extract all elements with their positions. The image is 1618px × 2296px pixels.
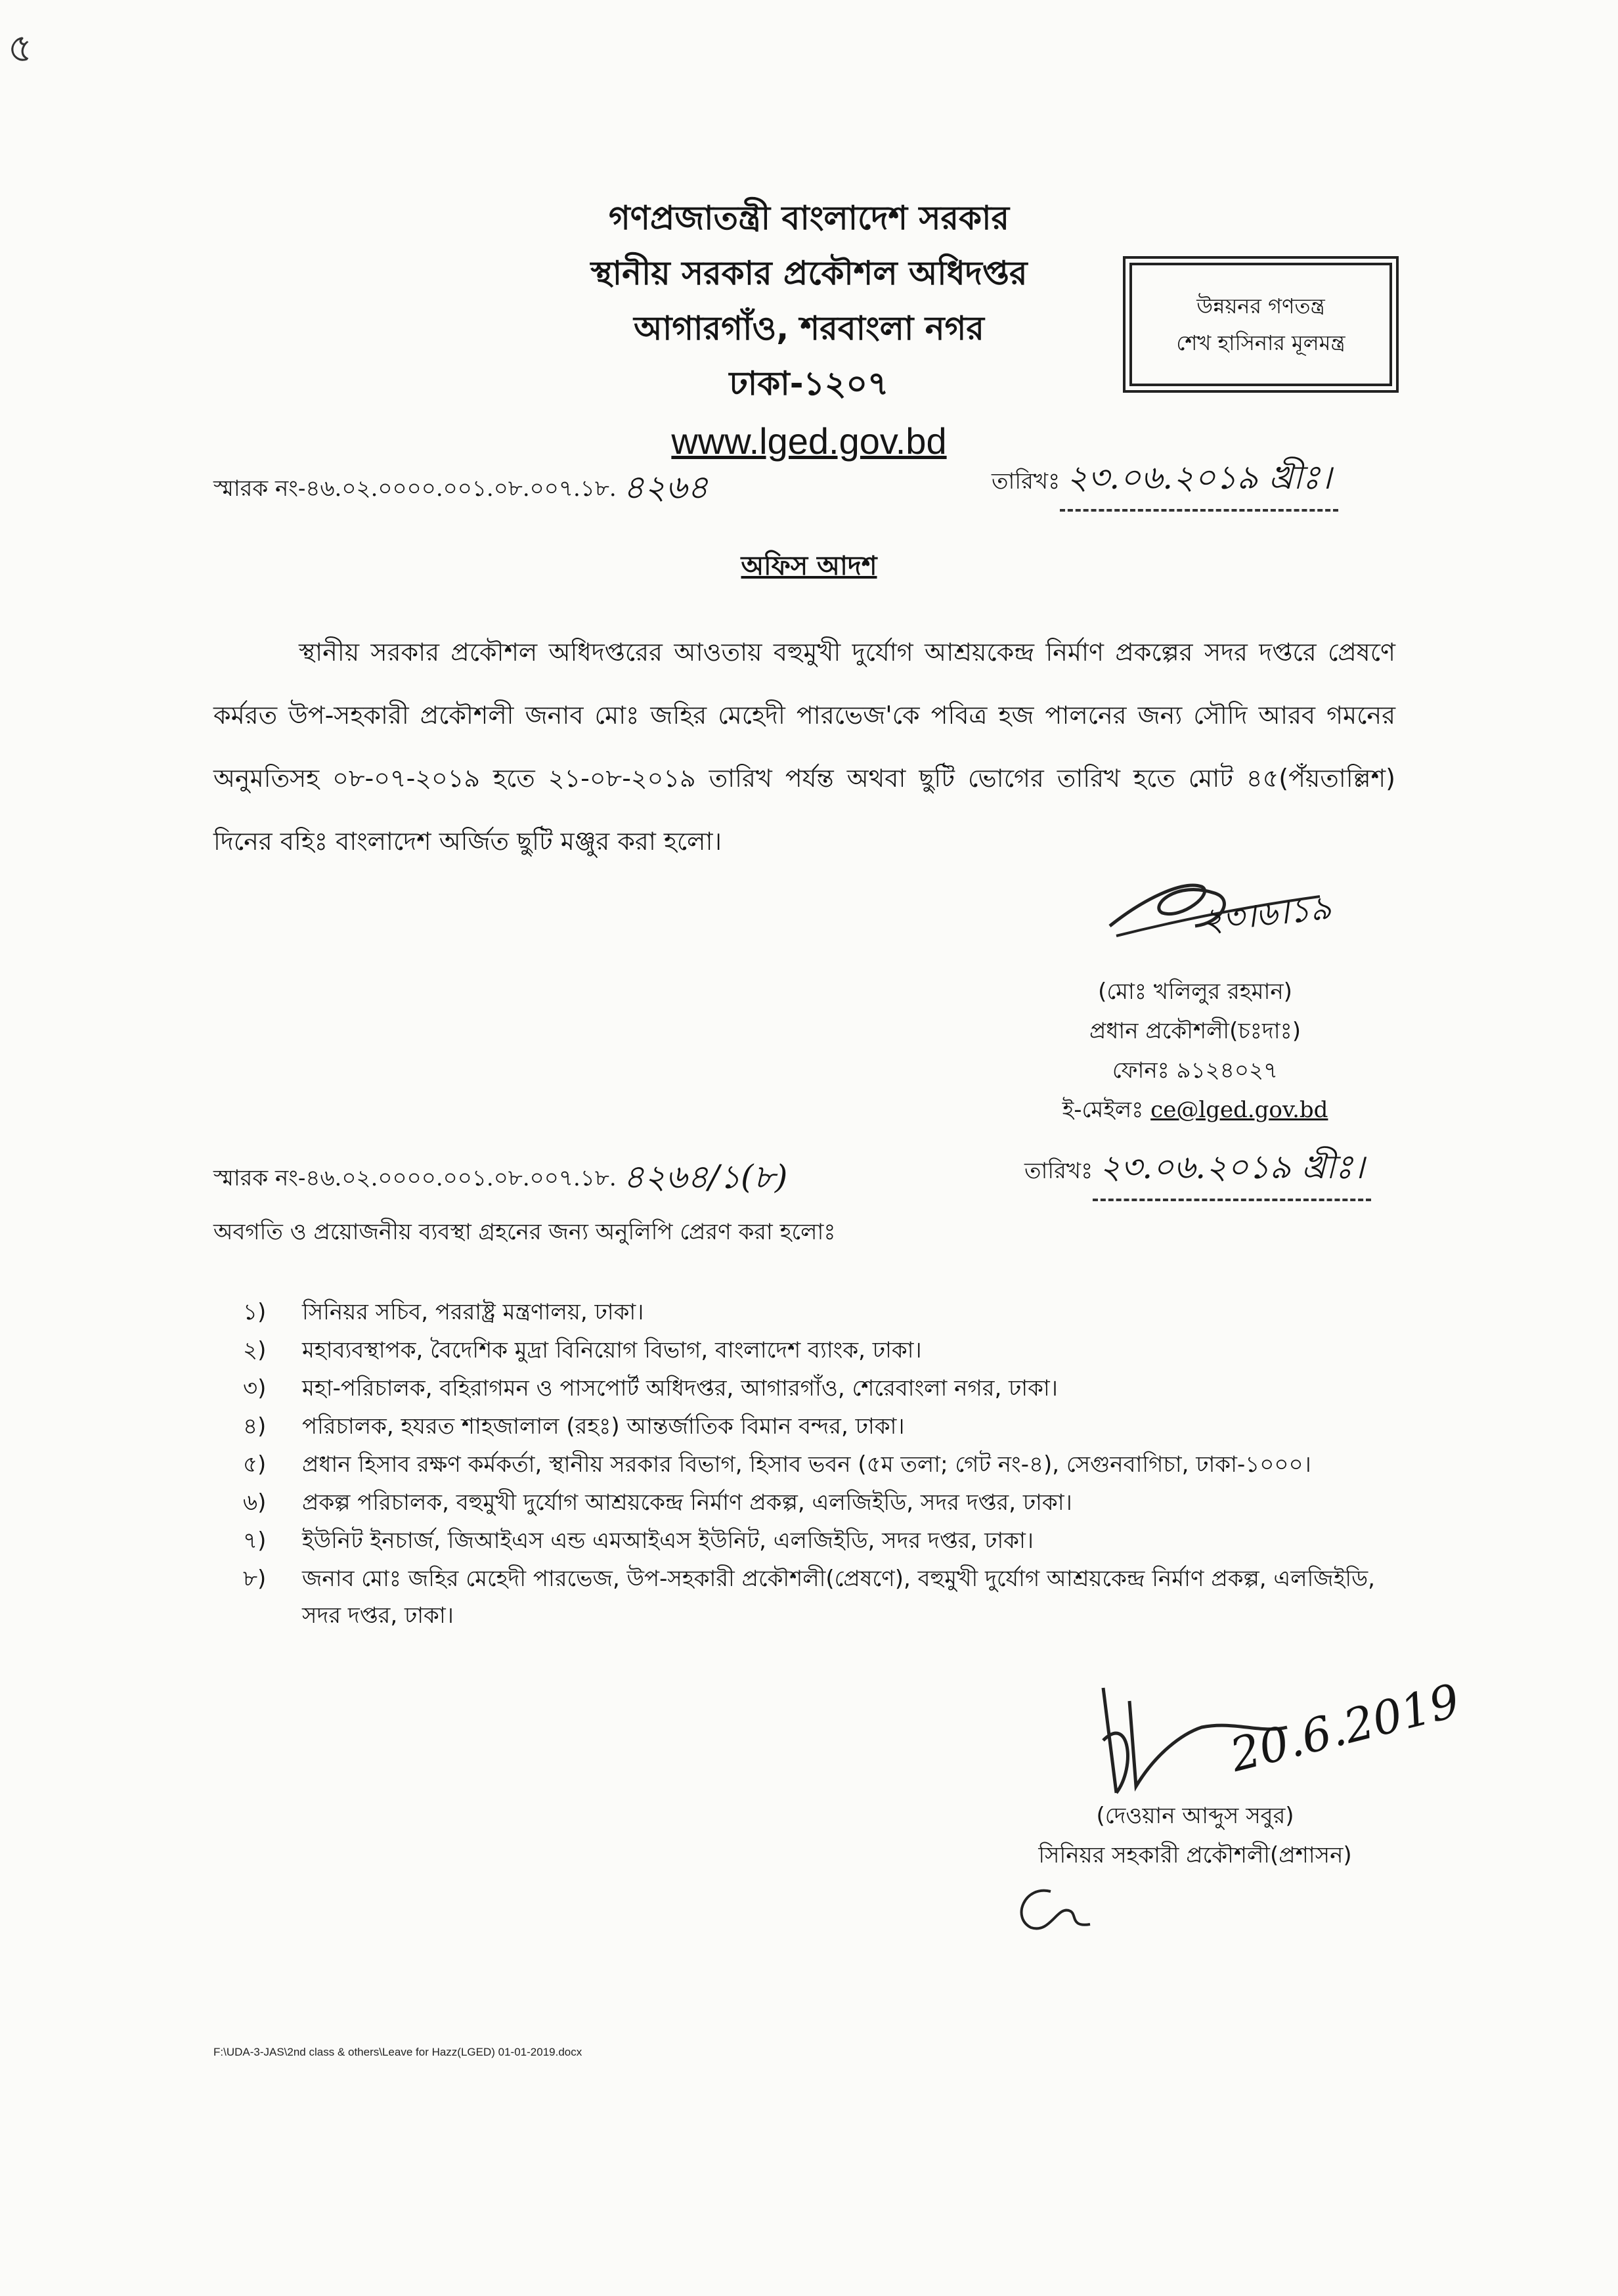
signature-block-2: [998, 1796, 1392, 1875]
item-number: ১): [243, 1299, 267, 1325]
date-label: তারিখঃ: [992, 468, 1060, 495]
item-text: মহাব্যবস্থাপক, বৈদেশিক মুদ্রা বিনিয়োগ বিভাগ, বাংলাদেশ ব্যাংক, ঢাকা।: [302, 1337, 922, 1363]
page-number-mark: ৫: [4, 24, 37, 74]
signatory-phone: ফোনঃ ৯১২৪০২৭: [1112, 1057, 1279, 1084]
signature-date-1: ২৩।৬।১৯: [1200, 888, 1334, 940]
document-title: অফিস আদশ: [741, 551, 877, 581]
city-postcode: ঢাকা-১২০৭: [729, 364, 889, 403]
item-number: ৬): [243, 1490, 267, 1516]
item-number: ৩): [243, 1375, 267, 1402]
motto-box: [1129, 263, 1392, 386]
memo-date-1: [992, 453, 1338, 512]
item-text: জনাব মোঃ জহির মেহেদী পারভেজ, উপ-সহকারী প্রকৌশলী(প্রেষণে), বহুমুখী দুর্যোগ আশ্রয়কেন্দ্র নির্মাণ প্রকল্প, এলজিইডি, সদর দপ্তর, ঢাকা।: [302, 1566, 1375, 1629]
signatory-name: (দেওয়ান আব্দুস সবুর): [1096, 1803, 1294, 1829]
memo-date-2: [1024, 1143, 1371, 1201]
handwritten-date: ২৩.০৬.২০১৯ খ্রীঃ।: [1093, 1143, 1371, 1201]
email-link[interactable]: ce@lged.gov.bd: [1150, 1097, 1328, 1123]
date-label: তারিখঃ: [1024, 1158, 1093, 1184]
signature-block-1: [998, 972, 1392, 1130]
government-name: গণপ্রজাতন্ত্রী বাংলাদেশ সরকার: [609, 199, 1009, 237]
list-item: [243, 1522, 1412, 1559]
signature-date-2: 20.6.2019: [1225, 1673, 1465, 1782]
item-number: ৫): [243, 1451, 267, 1478]
list-item: [243, 1332, 1412, 1369]
signatory-designation: প্রধান প্রকৌশলী(চঃদাঃ): [1089, 1018, 1301, 1044]
list-item: [243, 1446, 1412, 1483]
item-text: প্রকল্প পরিচালক, বহুমুখী দুর্যোগ আশ্রয়কেন্দ্র নির্মাণ প্রকল্প, এলজিইডি, সদর দপ্তর, ঢাকা।: [302, 1490, 1072, 1516]
memo-label: স্মারক নং-৪৬.০২.০০০০.০০১.০৮.০০৭.১৮.: [213, 1165, 617, 1191]
item-number: ৮): [243, 1566, 267, 1592]
email-label: ই-মেইলঃ: [1062, 1097, 1144, 1123]
website-link[interactable]: www.lged.gov.bd: [671, 420, 947, 462]
item-number: ২): [243, 1337, 267, 1363]
order-body: স্থানীয় সরকার প্রকৌশল অধিদপ্তরের আওতায় বহুমুখী দুর্যোগ আশ্রয়কেন্দ্র নির্মাণ প্রকল্পের সদর দপ্তরে প্রেষণে কর্মরত উপ-সহকারী প্রকৌশলী জনাব মোঃ জহির মেহেদী পারভেজ'কে পবিত্র হজ পালনের জন্য সৌদি আরব গমনের অনুমতিসহ ০৮-০৭-২০১৯ হতে ২১-০৮-২০১৯ তারিখ পর্যন্ত অথবা ছুটি ভোগের তারিখ হতে মোট ৪৫(পঁয়তাল্লিশ) দিনের বহিঃ বাংলাদেশ অর্জিত ছুটি মঞ্জুর করা হলো।: [213, 638, 1395, 856]
initial-scribble: [1005, 1878, 1097, 1937]
copy-intro: অবগতি ও প্রয়োজনীয় ব্যবস্থা গ্রহনের জন্য অনুলিপি প্রেরণ করা হলোঃ: [213, 1219, 836, 1245]
memo-number-1: [213, 463, 709, 518]
item-text: ইউনিট ইনচার্জ, জিআইএস এন্ড এমআইএস ইউনিট, এলজিইডি, সদর দপ্তর, ঢাকা।: [302, 1528, 1034, 1554]
address-line: আগারগাঁও, শরবাংলা নগর: [634, 309, 984, 347]
distribution-list: [243, 1294, 1412, 1635]
list-item: [243, 1408, 1412, 1445]
memo-number-2: [213, 1153, 787, 1207]
list-item: [243, 1294, 1412, 1331]
signatory-email-row: [998, 1090, 1392, 1130]
memo-label: স্মারক নং-৪৬.০২.০০০০.০০১.০৮.০০৭.১৮.: [213, 475, 617, 502]
item-text: পরিচালক, হযরত শাহজালাল (রহঃ) আন্তর্জাতিক বিমান বন্দর, ঢাকা।: [302, 1413, 905, 1440]
motto-line-1: উন্নয়নর গণতন্ত্র: [1196, 294, 1325, 319]
handwritten-date: ২৩.০৬.২০১৯ খ্রীঃ।: [1060, 453, 1338, 512]
list-item: [243, 1560, 1412, 1634]
department-name: স্থানীয় সরকার প্রকৌশল অধিদপ্তর: [590, 254, 1028, 292]
item-number: ৭): [243, 1528, 267, 1554]
list-item: [243, 1484, 1412, 1521]
signatory-name: (মোঃ খলিলুর রহমান): [1098, 979, 1292, 1005]
memo-handwritten-number: ৪২৬৪/১(৮): [623, 1158, 788, 1196]
motto-line-2: শেখ হাসিনার মূলমন্ত্র: [1176, 330, 1345, 355]
signatory-designation: সিনিয়র সহকারী প্রকৌশলী(প্রশাসন): [1038, 1842, 1352, 1868]
file-path-footer: F:\UDA-3-JAS\2nd class & others\Leave for Hazz(LGED) 01-01-2019.docx: [213, 2046, 582, 2058]
memo-handwritten-number: ৪২৬৪: [623, 468, 709, 506]
list-item: [243, 1370, 1412, 1407]
item-text: মহা-পরিচালক, বহিরাগমন ও পাসপোর্ট অধিদপ্তর, আগারগাঁও, শেরেবাংলা নগর, ঢাকা।: [302, 1375, 1058, 1402]
item-number: ৪): [243, 1413, 267, 1440]
item-text: প্রধান হিসাব রক্ষণ কর্মকর্তা, স্থানীয় সরকার বিভাগ, হিসাব ভবন (৫ম তলা; গেট নং-৪), সেগুনবাগিচা, ঢাকা-১০০০।: [302, 1451, 1311, 1478]
item-text: সিনিয়র সচিব, পররাষ্ট্র মন্ত্রণালয়, ঢাকা।: [302, 1299, 644, 1325]
